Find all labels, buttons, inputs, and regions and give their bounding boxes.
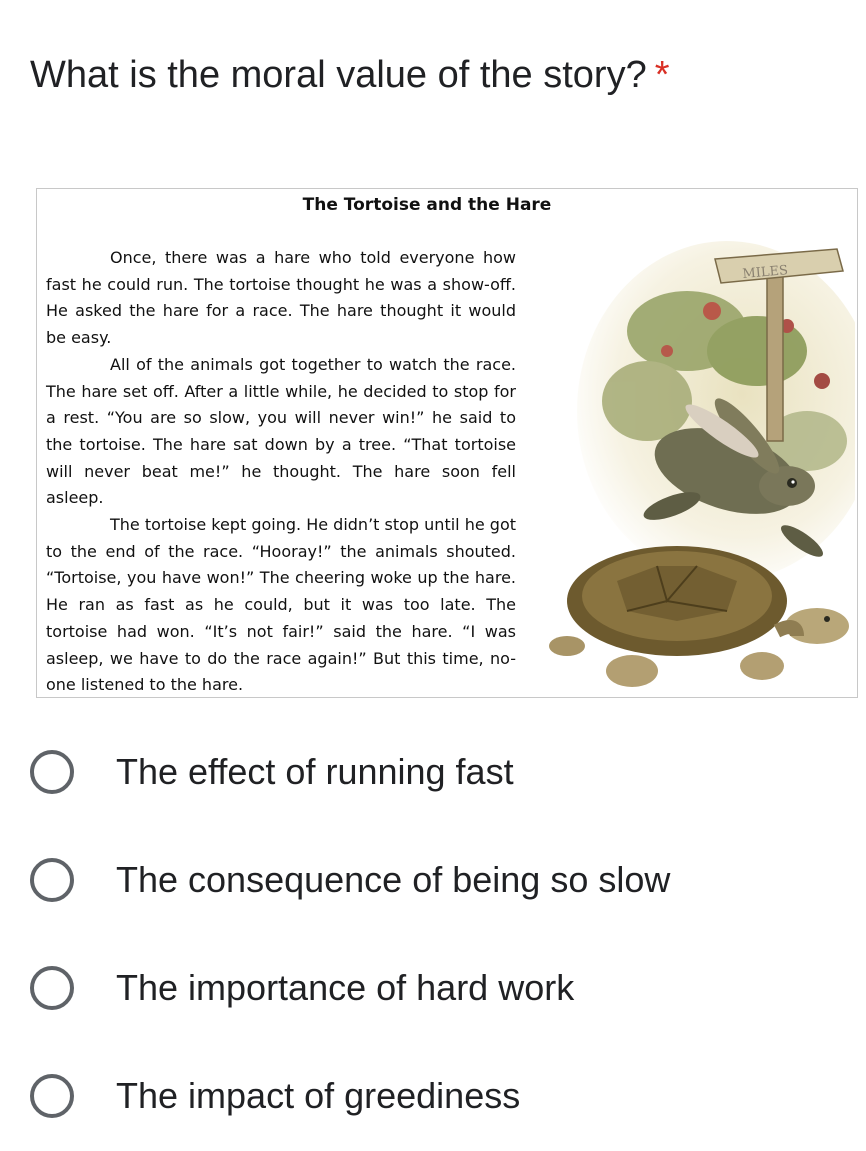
sign-text: MILES xyxy=(741,263,789,283)
story-text xyxy=(46,245,516,699)
option-label[interactable]: The consequence of being so slow xyxy=(116,859,671,900)
option-label[interactable]: The effect of running fast xyxy=(116,751,514,792)
tortoise-hare-illustration xyxy=(537,241,855,693)
option-impact-of-greediness[interactable] xyxy=(30,1069,520,1123)
option-importance-of-hard-work[interactable] xyxy=(30,961,574,1015)
radio-button[interactable] xyxy=(30,750,74,794)
story-paragraph: All of the animals got together to watch the race. The hare set off. After a little while, he decided to stop for a rest. “You are so slow, you will never win!” he said to the tortoise. The hare sat down by a tree. “That tortoise will never beat me!” he thought. The hare soon fell asleep. xyxy=(46,354,516,508)
option-label[interactable]: The impact of greediness xyxy=(116,1075,521,1116)
story-image xyxy=(36,188,858,698)
story-paragraph: Once, there was a hare who told everyone how fast he could run. The tortoise thought he was a show-off. He asked the hare for a race. The hare thought it would be easy. xyxy=(46,248,516,348)
story-paragraph: The tortoise kept going. He didn’t stop until he got to the end of the race. “Hooray!” the animals shouted. “Tortoise, you have won!” The cheering woke up the hare. He ran as fast as he could, but it was too late. The tortoise had won. “It’s not fair!” said the hare. “I was asleep, we have to do the race again!” But this time, no-one listened to the hare. xyxy=(46,515,516,695)
question-text: What is the moral value of the story? xyxy=(30,54,647,96)
option-effect-of-running-fast[interactable] xyxy=(30,745,514,799)
required-asterisk: * xyxy=(654,54,670,96)
option-consequence-of-being-slow[interactable] xyxy=(30,853,670,907)
option-label[interactable]: The importance of hard work xyxy=(116,967,575,1008)
story-title: The Tortoise and the Hare xyxy=(302,195,552,215)
radio-button[interactable] xyxy=(30,858,74,902)
question-title xyxy=(30,50,670,100)
radio-button[interactable] xyxy=(30,966,74,1010)
radio-button[interactable] xyxy=(30,1074,74,1118)
